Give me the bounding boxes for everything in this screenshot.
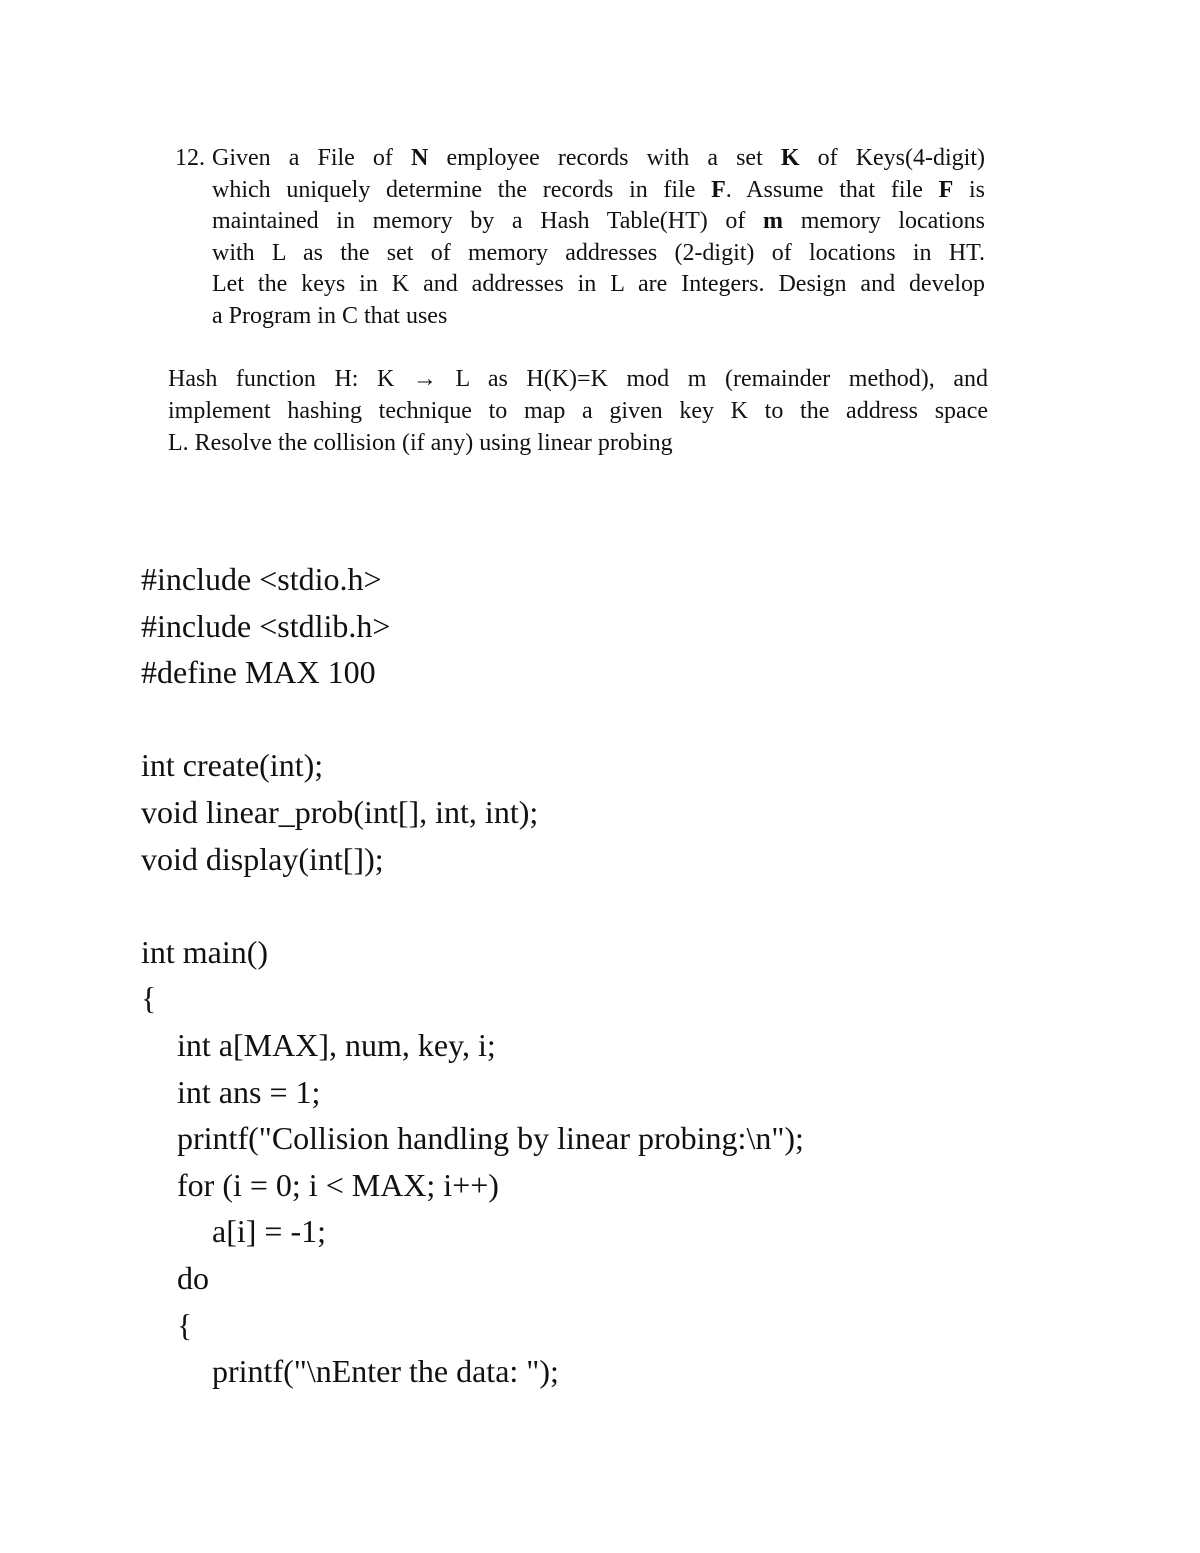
text-run: which uniquely determine the records in file bbox=[212, 176, 712, 203]
code-line: do bbox=[177, 1259, 209, 1296]
code-line: { bbox=[177, 1306, 193, 1343]
text-run: is bbox=[953, 176, 985, 203]
code-line bbox=[141, 882, 1041, 929]
hash-function-description bbox=[168, 363, 988, 459]
bold-term: m bbox=[763, 208, 784, 235]
hash-line: implement hashing technique to map a given key K to the address space bbox=[168, 398, 988, 424]
question-line bbox=[175, 301, 985, 333]
code-line: void linear_prob(int[], int, int); bbox=[141, 793, 539, 830]
text-run: Let the keys in K and addresses in L are Integers. Design and develop bbox=[212, 271, 985, 298]
bold-term: N bbox=[411, 145, 429, 171]
question-text bbox=[175, 143, 985, 333]
question-line bbox=[175, 269, 985, 301]
code-line: int create(int); bbox=[141, 747, 324, 784]
code-line: for (i = 0; i < MAX; i++) bbox=[177, 1166, 499, 1203]
text-run: memory locations bbox=[783, 208, 985, 235]
code-line: printf("Collision handling by linear probing:\n"); bbox=[177, 1120, 804, 1157]
text-run: Given a File of bbox=[212, 145, 412, 171]
text-run: . Assume that file bbox=[725, 176, 939, 203]
question-line bbox=[175, 143, 985, 175]
code-line: printf("\nEnter the data: "); bbox=[212, 1353, 559, 1390]
text-run: maintained in memory by a Hash Table(HT) of bbox=[212, 208, 764, 235]
code-line: { bbox=[141, 980, 157, 1017]
text-run: a Program in C that uses bbox=[212, 302, 448, 329]
code-line: int main() bbox=[141, 933, 269, 970]
question-line-text bbox=[212, 143, 985, 175]
code-line bbox=[141, 696, 1041, 743]
text-run: of Keys(4-digit) bbox=[799, 145, 986, 171]
bold-term: F bbox=[938, 176, 954, 203]
hash-line: Hash function H: K → L as H(K)=K mod m (remainder method), and bbox=[168, 366, 988, 392]
question-line bbox=[175, 206, 985, 238]
hash-line: L. Resolve the collision (if any) using linear probing bbox=[168, 430, 673, 456]
bold-term: K bbox=[780, 145, 800, 171]
code-listing bbox=[141, 556, 1041, 1395]
code-line: #include <stdio.h> bbox=[141, 561, 382, 597]
question-number: 12. bbox=[175, 145, 205, 171]
code-line: a[i] = -1; bbox=[212, 1213, 326, 1250]
text-run: employee records with a set bbox=[428, 145, 781, 171]
text-run: with L as the set of memory addresses (2-digit) of locations in HT. bbox=[212, 239, 985, 266]
code-line: int a[MAX], num, key, i; bbox=[177, 1026, 496, 1063]
bold-term: F bbox=[711, 176, 726, 203]
code-line: #include <stdlib.h> bbox=[141, 607, 391, 644]
code-line: #define MAX 100 bbox=[141, 654, 376, 691]
code-line: int ans = 1; bbox=[177, 1073, 321, 1110]
question-line bbox=[175, 238, 985, 270]
code-line: void display(int[]); bbox=[141, 840, 384, 877]
question-line bbox=[175, 175, 985, 207]
